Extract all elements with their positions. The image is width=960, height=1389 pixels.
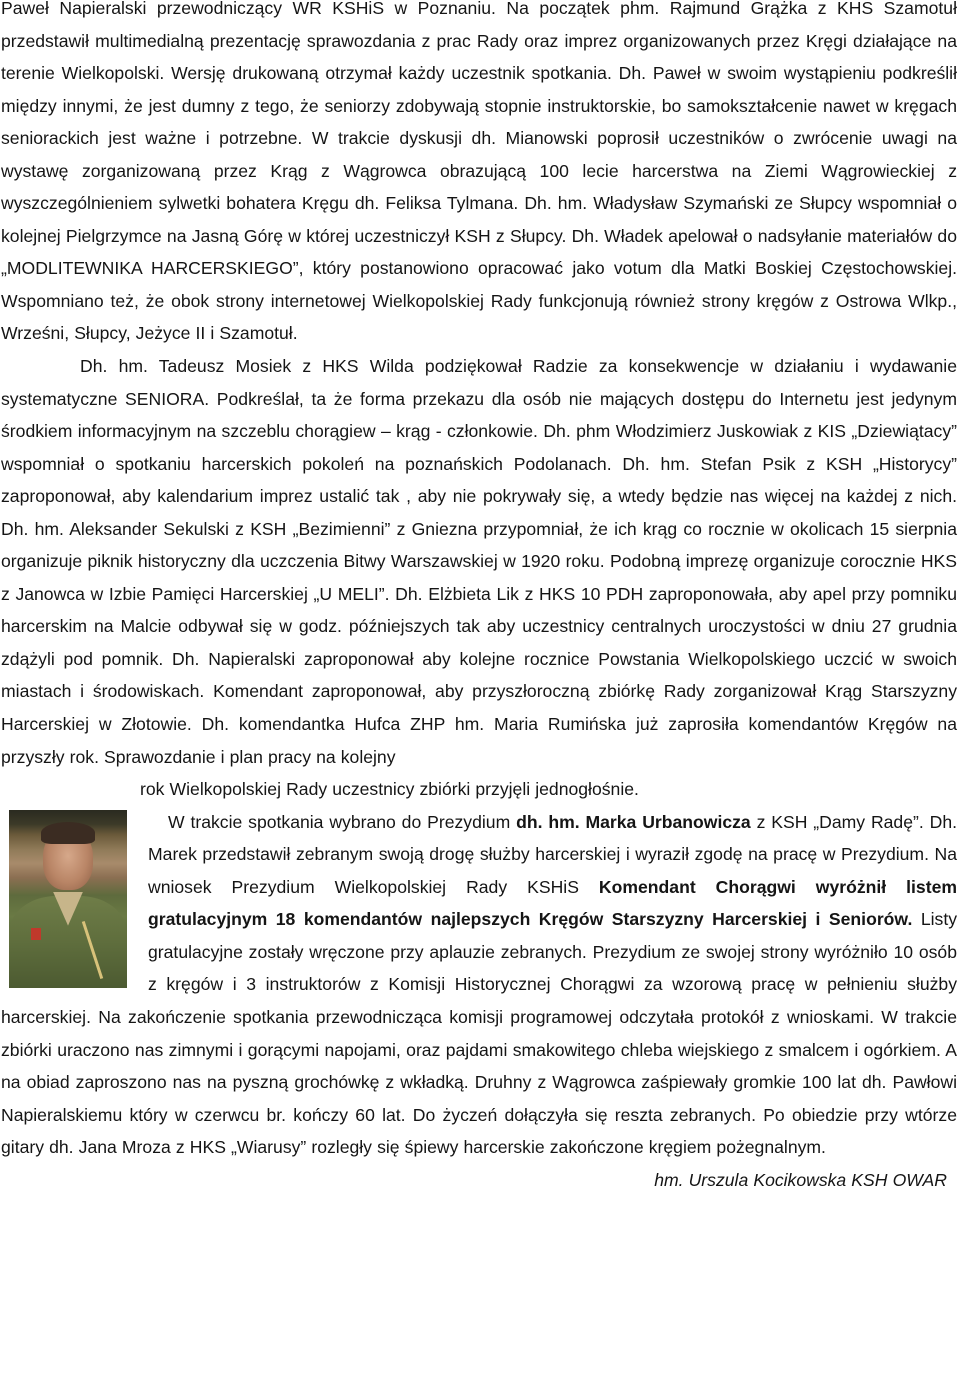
signature: hm. Urszula Kocikowska KSH OWAR [654,1169,947,1190]
portrait-photo [9,810,127,988]
paragraph-2: Dh. hm. Tadeusz Mosiek z HKS Wilda podziękował Radzie za konsekwencje w działaniu i wydawanie systematyczne SENIORA. Podkreślał, ta że forma przekazu dla osób nie mających dostępu do Internetu jest jedynym środkiem informacyjnym na szczeblu chorągiew – krąg - członkowie. Dh. phm Włodzimierz Juskowiak z KIS „Dziewiątacy” wspomniał o spotkaniu harcerskich pokoleń na poznańskich Podolanach. Dh. hm. Stefan Psik z KSH „Historycy” zaproponował, aby kalendarium imprez ustalić tak , aby nie pokrywały się, a wtedy będzie nas więcej na każdej z nich. Dh. hm. Aleksander Sekulski z KSH „Bezimienni” z Gniezna przypomniał, że ich krąg co rocznie w okolicach 15 sierpnia organizuje piknik historyczny dla uczczenia Bitwy Warszawskiej w 1920 roku. Podobną imprezę organizuje corocznie HKS z Janowca w Izbie Pamięci Harcerskiej „U MELI”. Dh. Elżbieta Lik z HKS 10 PDH zaproponowała, aby apel przy pomniku harcerskim na Malcie odbywał się w godz. późniejszych tak aby uczestnicy centralnych uroczystości w dniu 27 grudnia zdążyli pod pomnik. Dh. Napieralski zaproponował aby kolejne rocznice Powstania Wielkopolskiego uczcić w swoich miastach i środowiskach. Komendant zaproponował, aby przyszłoroczną zbiórkę Rady zorganizował Krąg Starszyzny Harcerskiej w Złotowie. Dh. komendantka Hufca ZHP hm. Maria Rumińska już zaprosiła komendantów Kręgów na przyszły rok. Sprawozdanie i plan pracy na kolejny [1,356,957,767]
paragraph-3-start: W trakcie spotkania wybrano do Prezydium [168,811,517,832]
paragraph-3-mid: z KSH „Damy Radę”. Dh. Marek przedstawił zebranym swoją drogę służby harcerskiej i wyraził zgodę na pracę w Prezydium. Na wniosek Prezydium Wielkopolskiej Rady KSHiS [148,811,957,897]
paragraph-3-end: Listy gratulacyjne zostały wręczone przy aplauzie zebranych. Prezydium ze swojej strony wyróżniło 10 osób z kręgów i 3 instruktorów z Komisji Historycznej Chorągwi za wzorową pracę w pełnieniu służby harcerskiej. Na zakończenie spotkania przewodnicząca komisji programowej odczytała protokół z wnioskami. W trakcie zbiórki uraczono nas zimnymi i gorącymi napojami, oraz pajdami smakowitego chleba wiejskiego z smalcem i ogórkiem. A na obiad zaproszono nas na pyszną grochówkę z wkładką. Druhny z Wągrowca zaśpiewały gromkie 100 lat dh. Pawłowi Napieralskiemu który w czerwcu br. kończy 60 lat. Do życzeń dołączyła się reszta zebranych. Po obiedzie przy wtórze gitary dh. Jana Mroza z HKS „Wiarusy” rozległy się śpiewy harcerskie zakończone kręgiem pożegnalnym. [1,909,957,1158]
photo-paragraph-block [1,806,957,1164]
paragraph-3-bold-name: dh. hm. Marka Urbanowicza [516,811,751,832]
paragraph-1: Paweł Napieralski przewodniczący WR KSHiS w Poznaniu. Na początek phm. Rajmund Grążka z KHS Szamotuł przedstawił multimedialną prezentację sprawozdania z prac Rady oraz imprez organizowanych przez Kręgi działające na terenie Wielkopolski. Wersję drukowaną otrzymał każdy uczestnik spotkania. Dh. Paweł w swoim wystąpieniu podkreślił między innymi, że jest dumny z tego, że seniorzy zdobywają stopnie instruktorskie, bo samokształcenie nawet w kręgach seniorackich jest ważne i potrzebne. W trakcie dyskusji dh. Mianowski poprosił uczestników o zwrócenie uwagi na wystawę zorganizowaną przez Krąg z Wągrowca obrazującą 100 lecie harcerstwa na Ziemi Wągrowieckiej z wyszczególnieniem sylwetki bohatera Kręgu dh. Feliksa Tylmana. Dh. hm. Władysław Szymański ze Słupcy wspomniał o kolejnej Pielgrzymce na Jasną Górę w której uczestniczył KSH z Słupcy. Dh. Władek apelował o nadsyłanie materiałów do „MODLITEWNIKA HARCERSKIEGO”, który postanowiono opracować jako votum dla Matki Boskiej Częstochowskiej. Wspomniano też, że obok strony internetowej Wielkopolskiej Rady funkcjonują również strony kręgów z Ostrowa Wlkp., Wrześni, Słupcy, Jeżyce II i Szamotuł. [1,0,957,344]
paragraph-3 [1,806,957,1164]
paragraph-3-bold-award: Komendant Chorągwi wyróżnił listem gratulacyjnym 18 komendantów najlepszych Kręgów Starszyzny Harcerskiej i Seniorów. [148,876,958,930]
paragraph-2-end: rok Wielkopolskiej Rady uczestnicy zbiórki przyjęli jednogłośnie. [140,779,639,800]
